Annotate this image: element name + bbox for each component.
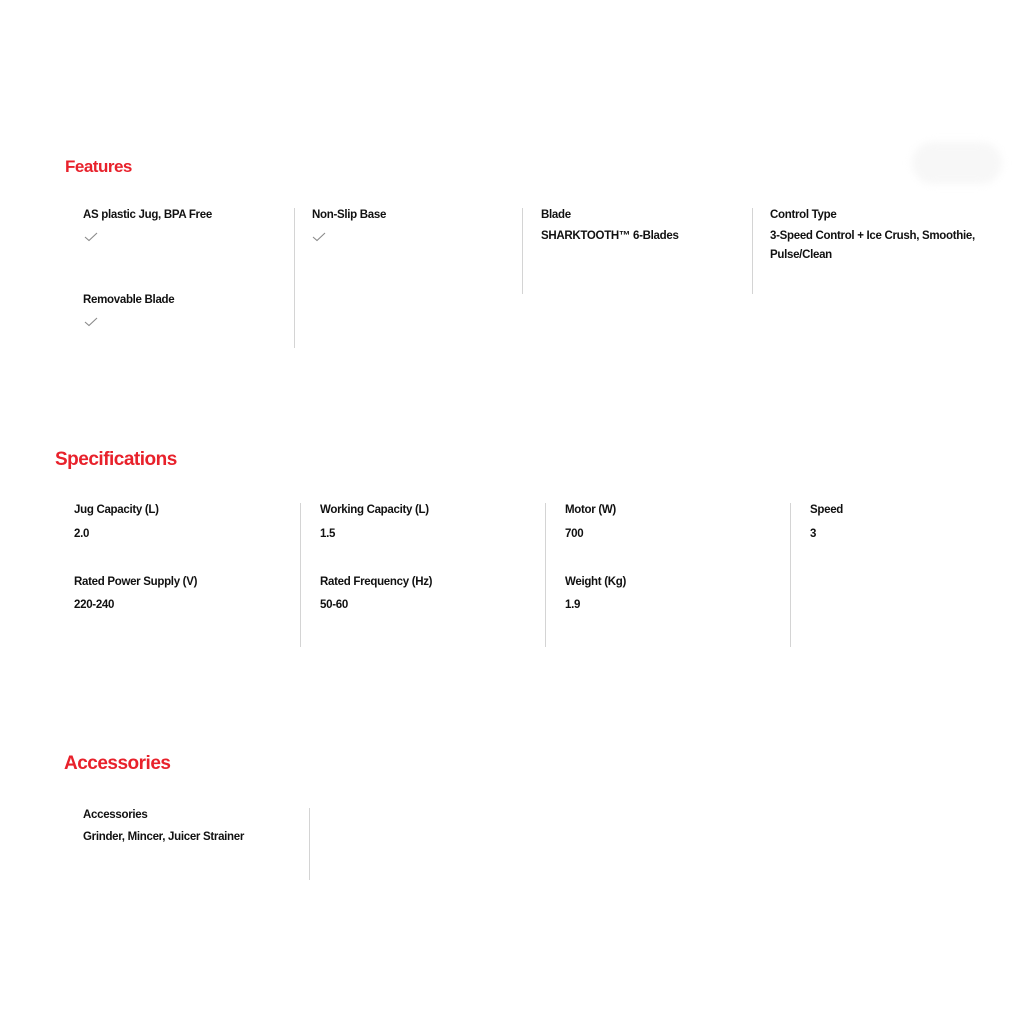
specifications-title: Specifications [55, 449, 177, 470]
column-divider [522, 208, 523, 294]
spec-value: 220-240 [74, 599, 115, 611]
spec-value: 3 [810, 528, 817, 540]
checkmark-icon [312, 232, 326, 242]
column-divider [294, 208, 295, 348]
column-divider [545, 503, 546, 647]
checkmark-icon [84, 317, 98, 327]
feature-value: SHARKTOOTH™ 6-Blades [541, 230, 679, 242]
column-divider [790, 503, 791, 647]
accessory-label: Accessories [83, 809, 148, 821]
feature-value: 3-Speed Control + Ice Crush, Smoothie, Pulse/Clean [770, 230, 975, 261]
spec-label: Working Capacity (L) [320, 504, 429, 516]
spec-label: Rated Power Supply (V) [74, 576, 198, 588]
spec-value: 50-60 [320, 599, 348, 611]
spec-value: 1.9 [565, 599, 581, 611]
spec-label: Rated Frequency (Hz) [320, 576, 433, 588]
accessory-value: Grinder, Mincer, Juicer Strainer [83, 831, 245, 843]
spec-label: Weight (Kg) [565, 576, 627, 588]
feature-label: Non-Slip Base [312, 209, 387, 221]
checkmark-icon [84, 232, 98, 242]
column-divider [300, 503, 301, 647]
column-divider [752, 208, 753, 294]
spec-value: 2.0 [74, 528, 90, 540]
accessories-title: Accessories [64, 753, 171, 774]
feature-label: Blade [541, 209, 571, 221]
spec-value: 700 [565, 528, 584, 540]
spec-label: Speed [810, 504, 844, 516]
features-title: Features [65, 157, 132, 176]
feature-label: Control Type [770, 209, 837, 221]
feature-label: AS plastic Jug, BPA Free [83, 209, 212, 221]
column-divider [309, 808, 310, 880]
blurred-background-shape [912, 142, 1002, 184]
feature-label: Removable Blade [83, 294, 175, 306]
spec-label: Jug Capacity (L) [74, 504, 159, 516]
spec-label: Motor (W) [565, 504, 616, 516]
spec-value: 1.5 [320, 528, 336, 540]
